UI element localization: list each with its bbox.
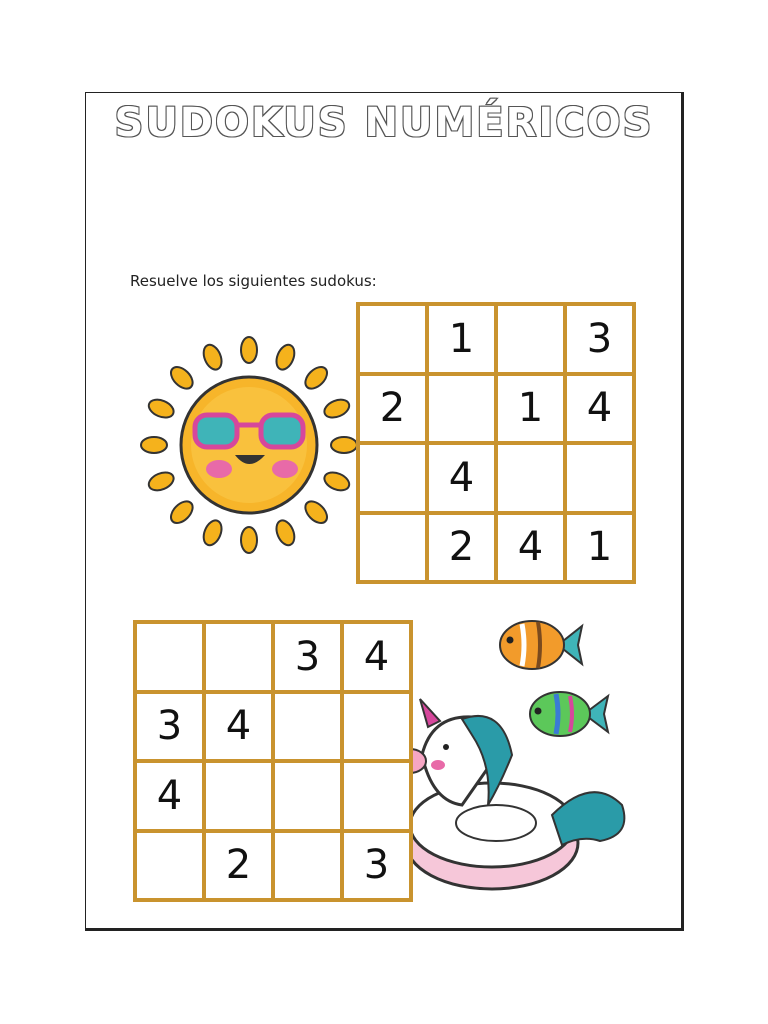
sudoku-cell[interactable] bbox=[360, 515, 425, 581]
sudoku-cell[interactable] bbox=[498, 306, 563, 372]
sudoku-cell[interactable] bbox=[429, 376, 494, 442]
sudoku-cell[interactable] bbox=[137, 833, 202, 899]
sudoku-cell[interactable]: 3 bbox=[344, 833, 409, 899]
sun-ray bbox=[322, 396, 352, 421]
sudoku-cell[interactable]: 4 bbox=[344, 624, 409, 690]
sudoku-cell[interactable]: 4 bbox=[137, 763, 202, 829]
sudoku-cell[interactable]: 1 bbox=[429, 306, 494, 372]
sun-ray bbox=[301, 497, 331, 527]
instructions-text: Resuelve los siguientes sudokus: bbox=[130, 272, 377, 290]
sudoku-cell[interactable]: 3 bbox=[567, 306, 632, 372]
sudoku-cell[interactable] bbox=[360, 445, 425, 511]
sudoku-cell[interactable] bbox=[567, 445, 632, 511]
sun-ray bbox=[273, 518, 298, 548]
sudoku-cell[interactable]: 2 bbox=[429, 515, 494, 581]
sudoku-cell[interactable] bbox=[206, 763, 271, 829]
sudoku-cell[interactable] bbox=[360, 306, 425, 372]
unicorn-float-illustration bbox=[392, 695, 640, 900]
sun-ray bbox=[322, 469, 352, 494]
sudoku-cell[interactable] bbox=[498, 445, 563, 511]
sudoku-cell[interactable]: 1 bbox=[567, 515, 632, 581]
sudoku-cell[interactable] bbox=[344, 694, 409, 760]
sudoku-cell[interactable] bbox=[206, 624, 271, 690]
sun-ray bbox=[241, 337, 257, 363]
sun-ray bbox=[141, 437, 167, 453]
sudoku-cell[interactable] bbox=[344, 763, 409, 829]
sudoku-cell[interactable]: 4 bbox=[567, 376, 632, 442]
sudoku-grid-1 bbox=[356, 302, 636, 584]
sudoku-cell[interactable]: 3 bbox=[275, 624, 340, 690]
sudoku-cell[interactable] bbox=[137, 624, 202, 690]
sun-ray bbox=[146, 396, 176, 421]
sudoku-grid-2 bbox=[133, 620, 413, 902]
sudoku-cell[interactable] bbox=[275, 833, 340, 899]
worksheet-title: SUDOKUS NUMÉRICOS bbox=[114, 100, 654, 146]
sun-ray bbox=[331, 437, 357, 453]
sudoku-cell[interactable]: 4 bbox=[206, 694, 271, 760]
sun-illustration bbox=[133, 333, 363, 558]
sun-ray bbox=[167, 363, 197, 393]
sun-ray bbox=[200, 518, 225, 548]
sun-ray bbox=[200, 342, 225, 372]
orange-fish-illustration bbox=[492, 612, 584, 678]
sudoku-cell[interactable]: 2 bbox=[360, 376, 425, 442]
sudoku-cell[interactable]: 3 bbox=[137, 694, 202, 760]
sudoku-cell[interactable]: 2 bbox=[206, 833, 271, 899]
sun-ray bbox=[273, 342, 298, 372]
sun-ray bbox=[241, 527, 257, 553]
sudoku-cell[interactable]: 4 bbox=[498, 515, 563, 581]
sudoku-cell[interactable] bbox=[275, 694, 340, 760]
sun-ray bbox=[146, 469, 176, 494]
sun-ray bbox=[167, 497, 197, 527]
sun-ray bbox=[301, 363, 331, 393]
sudoku-cell[interactable]: 4 bbox=[429, 445, 494, 511]
sudoku-cell[interactable] bbox=[275, 763, 340, 829]
sudoku-cell[interactable]: 1 bbox=[498, 376, 563, 442]
